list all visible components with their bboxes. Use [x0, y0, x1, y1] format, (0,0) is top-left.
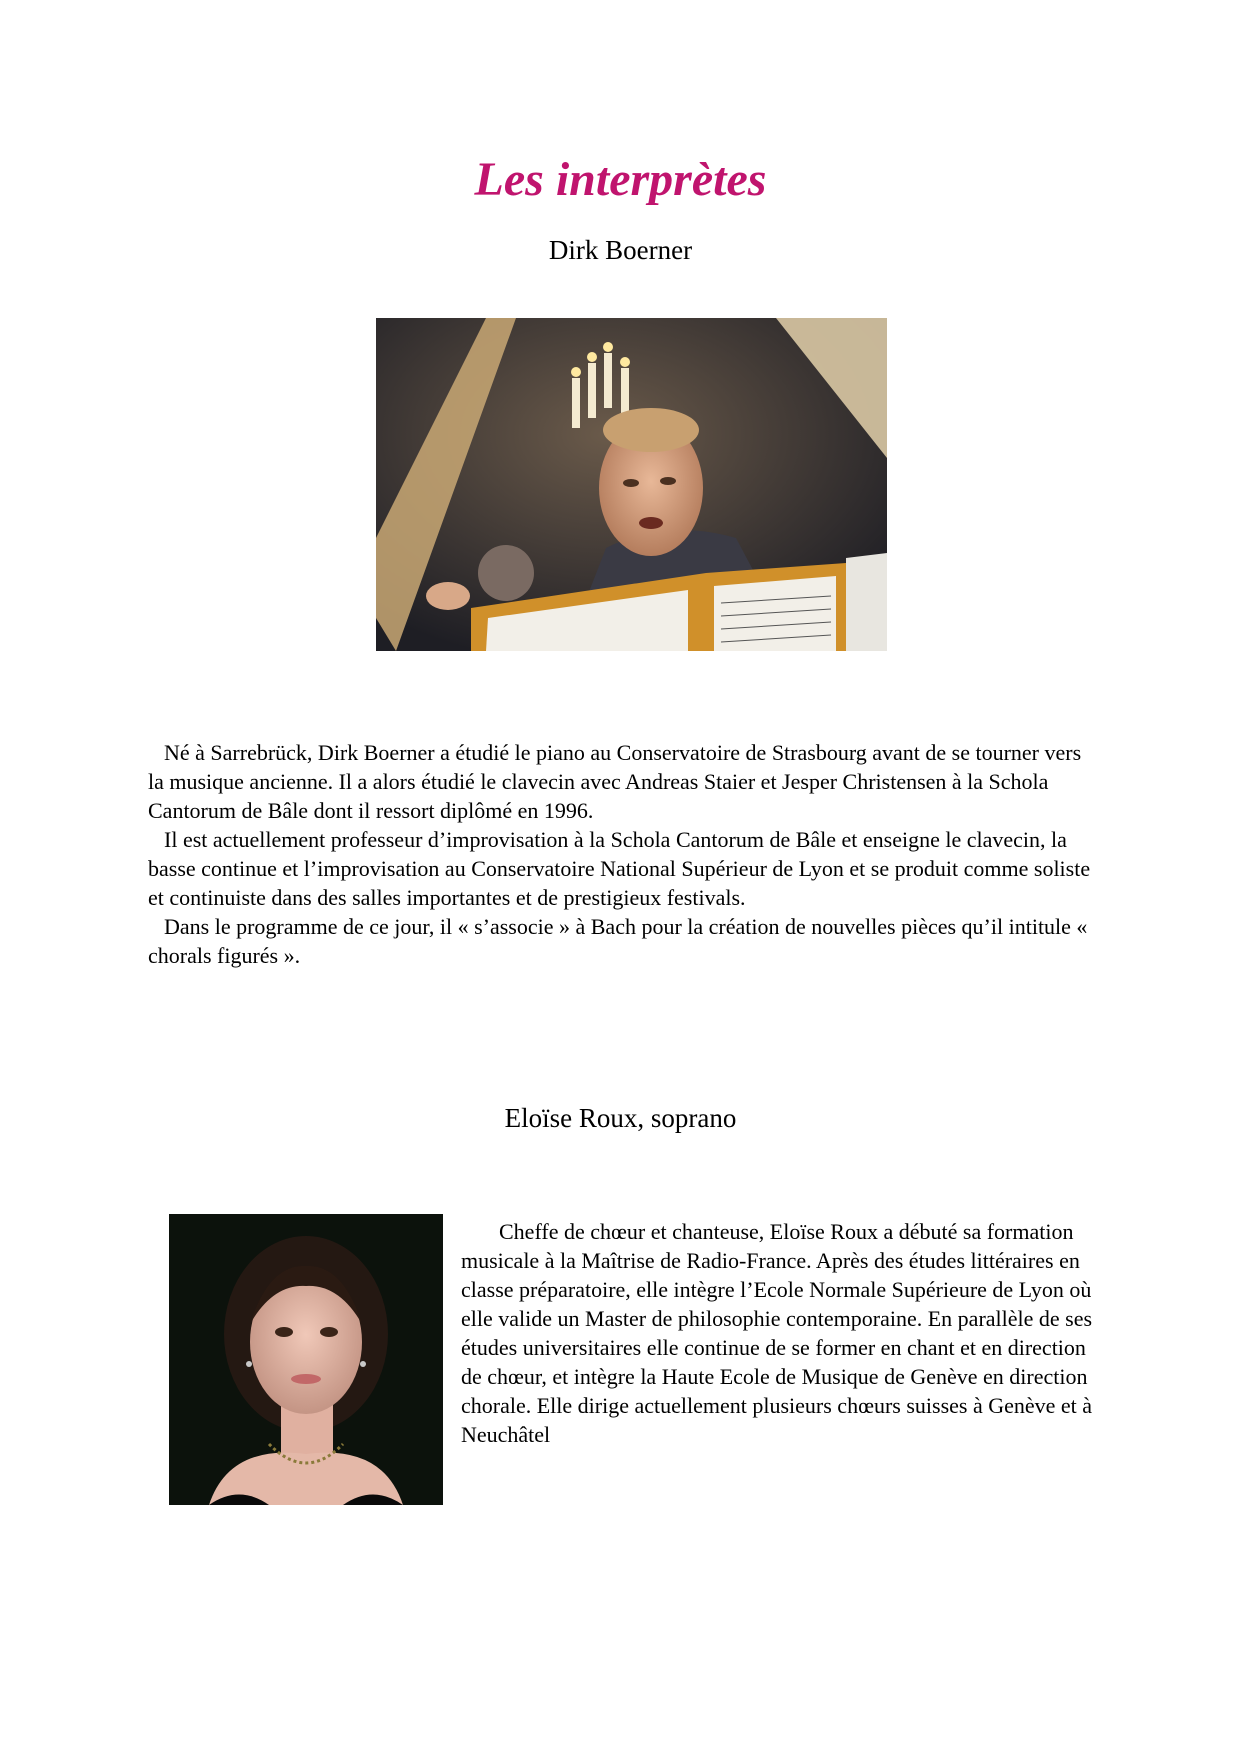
soprano-portrait-photo — [169, 1214, 443, 1505]
performer-name-eloise: Eloïse Roux, soprano — [504, 1103, 737, 1133]
bio-paragraph: Dans le programme de ce jour, il « s’associe » à Bach pour la création de nouvelles pièces qu’il intitule « chorals figurés ». — [148, 914, 1088, 968]
bio-paragraph: Né à Sarrebrück, Dirk Boerner a étudié le piano au Conservatoire de Strasbourg avant de se tourner vers la musique ancienne. Il a alors étudié le clavecin avec Andreas Staier et Jesper Christensen à la Schola Cantorum de Bâle dont il ressort diplômé en 1996. — [148, 740, 1082, 823]
performer-name-dirk: Dirk Boerner — [548, 235, 693, 265]
dirk-biography — [148, 738, 1098, 970]
harpsichordist-photo — [376, 318, 887, 651]
page-title: Les interprètes — [474, 153, 767, 206]
bio-paragraph: Il est actuellement professeur d’improvisation à la Schola Cantorum de Bâle et enseigne le clavecin, la basse continue et l’improvisation au Conservatoire National Supérieur de Lyon et se produit comme soliste et continuiste dans des salles importantes et de prestigieux festivals. — [148, 827, 1091, 910]
bio-paragraph: Cheffe de chœur et chanteuse, Eloïse Roux a débuté sa formation musicale à la Maîtrise de Radio-France. Après des études littéraires en classe préparatoire, elle intègre l’Ecole Normale Supérieure de Lyon où elle valide un Master de philosophie contemporaine. En parallèle de ses études universitaires elle continue de se former en chant et en direction de chœur, et intègre la Haute Ecole de Musique de Genève en direction chorale. Elle dirige actuellement plusieurs chœurs suisses à Genève et à Neuchâtel — [461, 1219, 1093, 1447]
eloise-biography — [461, 1217, 1101, 1449]
